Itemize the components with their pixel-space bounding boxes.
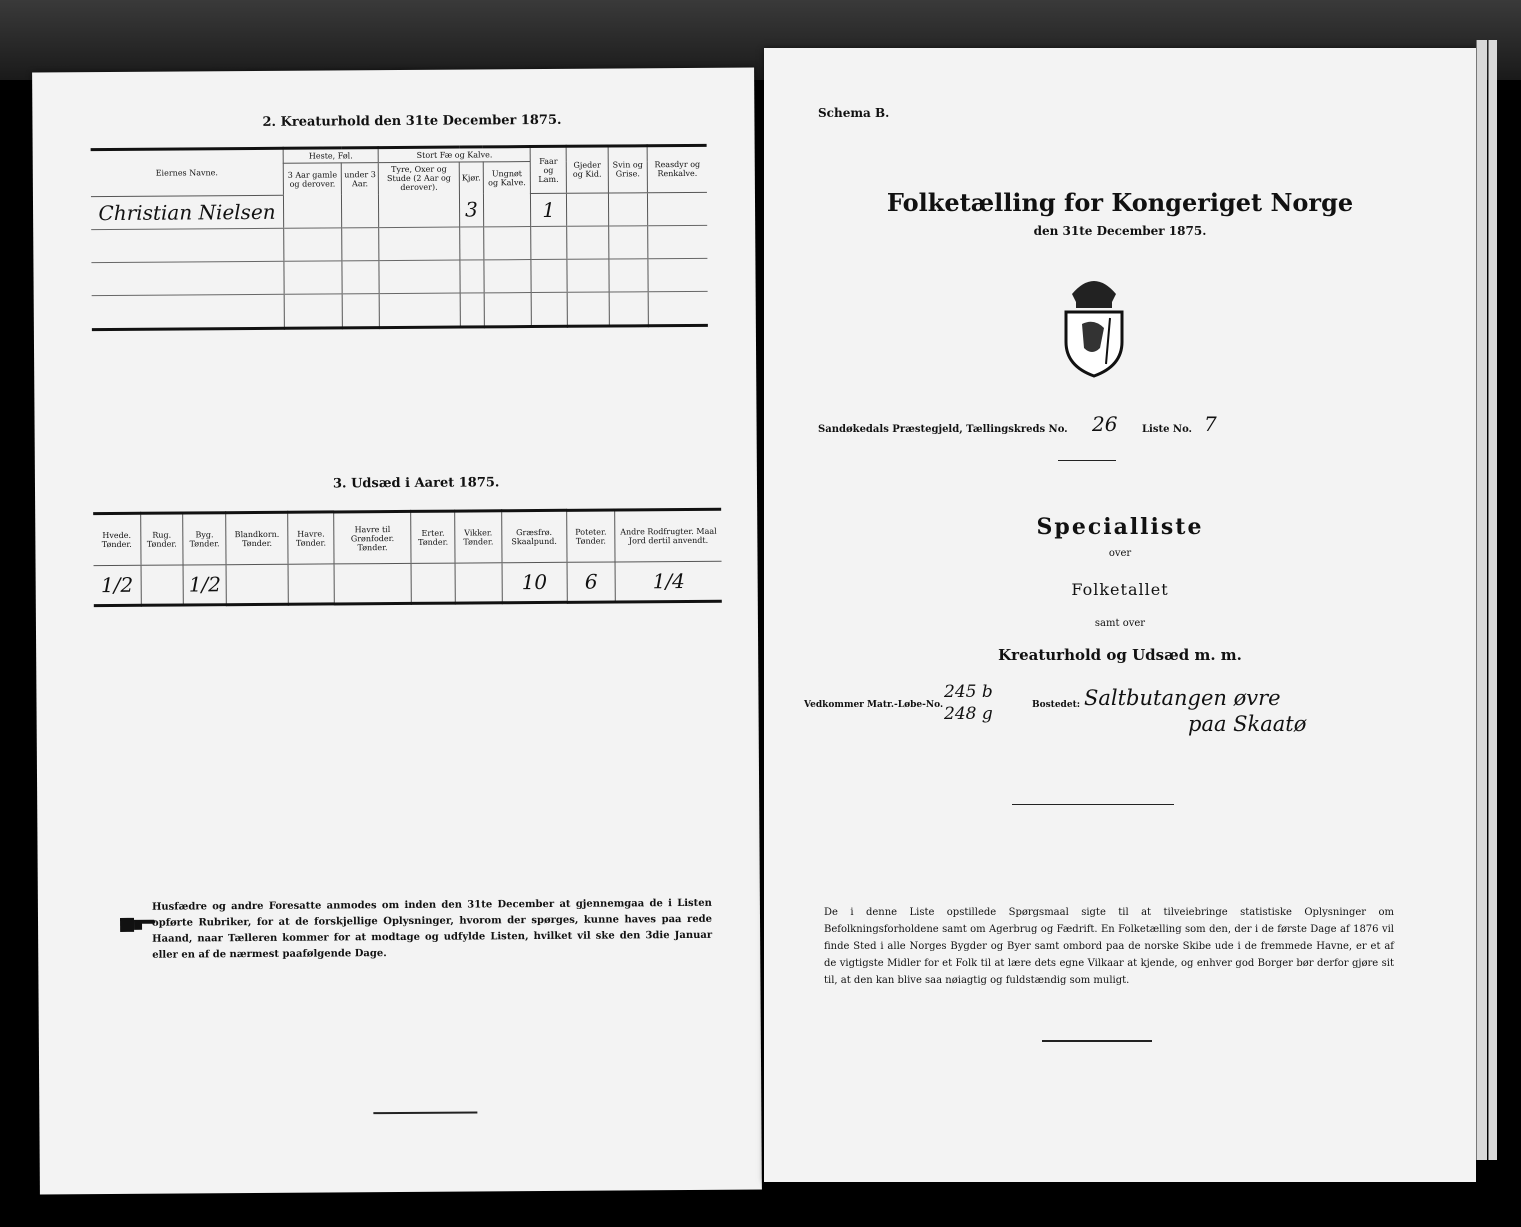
seed-heading: 3. Udsæd i Aaret 1875. bbox=[332, 475, 500, 492]
divider bbox=[1042, 1040, 1152, 1042]
seed-value bbox=[334, 563, 411, 604]
norway-coat-of-arms-icon bbox=[1054, 272, 1134, 378]
sub-heste-old: 3 Aar gamle og derover. bbox=[283, 163, 341, 195]
page-edge bbox=[1476, 40, 1487, 1160]
specialliste-title: Specialliste bbox=[1036, 514, 1204, 540]
group-faar: Faar og Lam. bbox=[531, 146, 567, 193]
seed-column-header: Byg. Tønder. bbox=[183, 513, 227, 565]
bosted-value-2: paa Skaatø bbox=[1188, 712, 1307, 736]
seed-column-header: Vikker. Tønder. bbox=[455, 511, 502, 563]
liste-number: 7 bbox=[1204, 412, 1217, 436]
livestock-heading: 2. Kreaturhold den 31te December 1875. bbox=[262, 112, 562, 130]
census-date: den 31te December 1875. bbox=[1033, 224, 1207, 238]
seed-column-header: Erter. Tønder. bbox=[411, 511, 456, 563]
right-page bbox=[764, 48, 1476, 1182]
parish-label: Sandøkedals Præstegjeld, Tællingskreds No. bbox=[818, 424, 1068, 435]
table-row bbox=[91, 258, 707, 295]
sub-kjor: Kjør. bbox=[459, 162, 483, 194]
matr-label: Vedkommer Matr.-Løbe-No. bbox=[804, 700, 944, 710]
sub-heste-young: under 3 Aar. bbox=[341, 163, 378, 195]
over-label: over bbox=[1108, 548, 1132, 559]
census-title: Folketælling for Kongeriget Norge bbox=[886, 188, 1354, 217]
samt-over-label: samt over bbox=[1094, 618, 1146, 629]
sub-tyre: Tyre, Oxer og Stude (2 Aar og derover). bbox=[378, 162, 459, 194]
faar-value: 1 bbox=[531, 193, 567, 226]
divider bbox=[1012, 804, 1174, 805]
group-svin: Svin og Grise. bbox=[608, 146, 648, 193]
page-edge bbox=[1488, 40, 1497, 1160]
divider bbox=[1058, 460, 1116, 461]
kreds-number: 26 bbox=[1092, 412, 1118, 436]
seed-value bbox=[141, 565, 184, 605]
group-reasdyr: Reasdyr og Renkalve. bbox=[647, 145, 707, 192]
seed-value bbox=[288, 564, 334, 604]
seed-value: 1/2 bbox=[183, 565, 226, 605]
seed-value bbox=[411, 563, 455, 603]
table-row bbox=[92, 291, 708, 329]
seed-column-header: Andre Rodfrugter. Maal Jord dertil anvendt. bbox=[615, 509, 722, 562]
seed-value bbox=[226, 564, 288, 604]
seed-value: 1/2 bbox=[100, 572, 134, 598]
divider bbox=[373, 1111, 477, 1114]
bosted-value-1: Saltbutangen øvre bbox=[1084, 686, 1281, 710]
table-row bbox=[91, 192, 707, 229]
kjor-value: 3 bbox=[459, 193, 483, 226]
owner-header: Eiernes Navne. bbox=[91, 148, 284, 196]
intro-text: De i denne Liste opstillede Spørgsmaal sigte til at tilveiebringe statistiske Oplysninger om Befolkningsforholdene samt om Agerbrug og Fædrift. En Folketælling som den, der i de første Dage af 1876 vil finde Sted i alle Norges Bygder og Byer samt ombord paa de norske Skibe ude i de fremmede Havne, er et af de vigtigste Midler for et Folk til at lære dets egne Vilkaar at kjende, og enhver god Borger bør derfor gjøre sit til, at den kan blive saa nøiagtig og fuldstændig som muligt. bbox=[824, 907, 1394, 986]
notice-text: Husfædre og andre Foresatte anmodes om inden den 31te December at gjennemgaa de i Listen opførte Rubriker, for at de forskjellige Oplysninger, hvorom der spørges, kunne haves paa rede Haand, naar Tælleren kommer for at modtage og udfylde Listen, hvilket vil ske den 3die Januar eller en af de nærmest paafølgende Dage. bbox=[151, 897, 713, 961]
group-gjeder: Gjeder og Kid. bbox=[566, 146, 608, 193]
folketallet-label: Folketallet bbox=[1071, 580, 1169, 599]
seed-column-header: Græsfrø. Skaalpund. bbox=[501, 510, 567, 562]
bosted-label: Bostedet: bbox=[1032, 700, 1081, 710]
liste-label: Liste No. bbox=[1142, 424, 1193, 435]
group-stort-fae: Stort Fæ og Kalve. bbox=[378, 147, 530, 163]
seed-value: 10 bbox=[502, 562, 567, 602]
owner-name: Christian Nielsen bbox=[91, 195, 284, 229]
seed-column-header: Havre til Grønfoder. Tønder. bbox=[334, 511, 411, 564]
kreaturhold-title: Kreaturhold og Udsæd m. m. bbox=[998, 646, 1242, 664]
seed-value: 1/4 bbox=[615, 561, 722, 602]
matr-value-1: 245 b bbox=[944, 682, 993, 702]
livestock-table bbox=[91, 144, 708, 331]
seed-column-header: Hvede. Tønder. bbox=[93, 513, 141, 565]
matr-value-2: 248 g bbox=[944, 704, 993, 724]
seed-column-header: Havre. Tønder. bbox=[288, 512, 334, 564]
seed-column-header: Poteter. Tønder. bbox=[566, 510, 615, 562]
schema-label: Schema B. bbox=[818, 106, 890, 120]
seed-column-header: Blandkorn. Tønder. bbox=[226, 512, 288, 564]
left-page bbox=[32, 67, 762, 1194]
seed-value: 6 bbox=[567, 562, 616, 602]
sub-ungnot: Ungnøt og Kalve. bbox=[483, 162, 531, 194]
group-heste: Heste, Føl. bbox=[283, 148, 378, 164]
seed-column-header: Rug. Tønder. bbox=[140, 513, 183, 565]
seed-table bbox=[93, 508, 722, 607]
seed-value bbox=[455, 563, 502, 603]
table-row bbox=[91, 225, 707, 262]
